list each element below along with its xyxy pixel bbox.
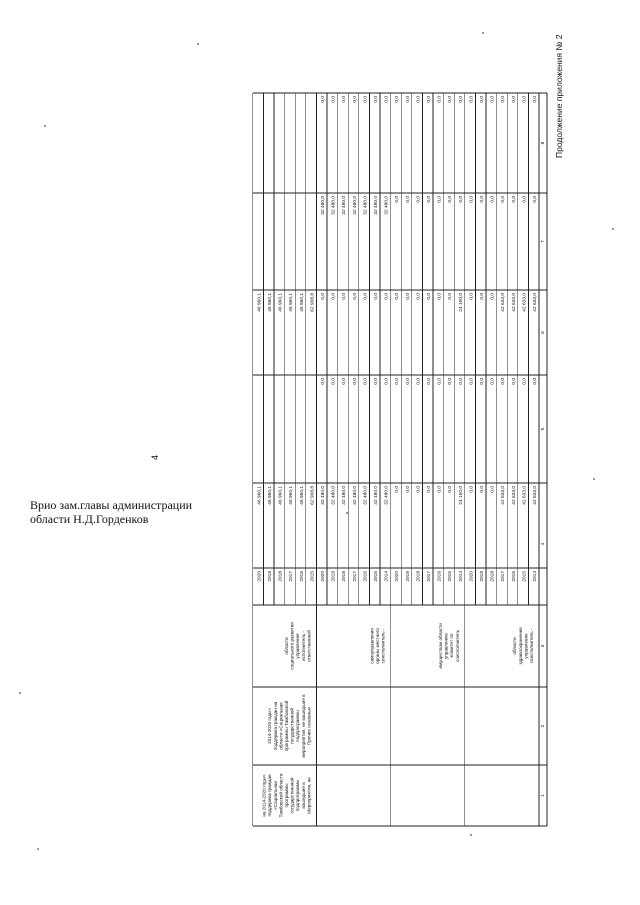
- total-cell: 0,0: [427, 486, 432, 493]
- label-col2: Прочие основные: [306, 707, 312, 745]
- regional-cell: 42 633,0: [522, 293, 528, 312]
- label-col1: вошедшие в: [300, 782, 306, 809]
- scan-speck: [482, 32, 484, 34]
- year-cell: 2016: [437, 571, 443, 582]
- label-col3: социального развития: [289, 622, 295, 670]
- local-cell: 0,0: [480, 196, 485, 203]
- label-col3: управлению: [443, 632, 449, 660]
- regional-cell: 46 960,1: [268, 293, 273, 312]
- regional-cell: 0,0: [321, 293, 326, 300]
- total-cell: 0,0: [405, 486, 411, 493]
- column-number: 8: [541, 141, 546, 145]
- other-cell: 0,0: [374, 96, 379, 103]
- label-col3: области: [512, 637, 518, 655]
- other-cell: 0,0: [511, 96, 517, 103]
- other-cell: 0,0: [437, 96, 443, 103]
- regional-cell: 0,0: [416, 293, 422, 300]
- year-cell: 2017: [427, 571, 432, 582]
- regional-cell: 0,0: [480, 293, 485, 300]
- year-cell: 2018: [416, 571, 422, 582]
- regional-cell: 0,0: [427, 293, 432, 300]
- total-cell: 46 960,1: [299, 486, 305, 505]
- federal-cell: 0,0: [342, 378, 348, 385]
- regional-cell: 46 960,1: [278, 293, 284, 312]
- year-cell: 2017: [289, 571, 295, 582]
- other-cell: 0,0: [342, 96, 348, 103]
- year-cell: 2016: [511, 571, 517, 582]
- local-cell: 0,0: [416, 196, 422, 203]
- local-cell: 32 480,0: [352, 196, 358, 215]
- total-cell: 0,0: [448, 486, 454, 493]
- local-cell: 0,0: [469, 196, 475, 203]
- regional-cell: 0,0: [448, 293, 454, 300]
- column-number: 1: [541, 794, 546, 797]
- year-cell: 2020: [321, 571, 326, 582]
- total-cell: 32 480,0: [384, 486, 390, 505]
- label-col3: соисполнитель -: [380, 628, 386, 664]
- local-cell: 0,0: [448, 196, 454, 203]
- local-cell: 0,0: [522, 196, 528, 203]
- scan-speck: [37, 848, 39, 850]
- year-cell: 2020: [257, 571, 263, 582]
- label-col2: подпрограммы: [295, 710, 301, 742]
- label-col3: управление: [295, 633, 301, 659]
- year-cell: 2018: [278, 571, 284, 582]
- total-cell: 32 480,0: [321, 486, 326, 505]
- federal-cell: 0,0: [511, 378, 517, 385]
- label-col3: исполнитель -: [300, 631, 306, 661]
- regional-cell: 0,0: [395, 293, 401, 300]
- total-cell: 46 960,1: [289, 486, 295, 505]
- year-cell: 2020: [469, 571, 475, 582]
- scan-speck: [346, 512, 348, 514]
- regional-cell: 0,0: [384, 293, 390, 300]
- total-cell: 0,0: [395, 486, 401, 493]
- column-number: 4: [541, 542, 546, 546]
- regional-cell: 0,0: [331, 293, 337, 300]
- continuation-label: Продолжение приложения № 2: [554, 34, 564, 158]
- total-cell: 24 150,0: [458, 486, 464, 505]
- other-cell: 0,0: [490, 96, 496, 103]
- year-cell: 2018: [342, 571, 348, 582]
- scan-speck: [470, 834, 472, 836]
- regional-cell: 24 150,0: [458, 293, 464, 312]
- federal-cell: 0,0: [384, 378, 390, 385]
- label-col3: ответственный: [306, 630, 312, 662]
- year-cell: 2014: [458, 571, 464, 582]
- label-col3: имуществом области: [438, 623, 443, 669]
- local-cell: 32 480,0: [331, 196, 337, 215]
- total-cell: 62 908,8: [310, 486, 316, 505]
- label-col3: здравоохранения: [517, 627, 523, 665]
- scan-speck: [19, 692, 21, 694]
- other-cell: 0,0: [384, 96, 390, 103]
- federal-cell: 0,0: [501, 378, 507, 385]
- label-col2: программы Тамбовской: [284, 700, 289, 752]
- federal-cell: 0,0: [321, 378, 326, 385]
- other-cell: 0,0: [522, 96, 528, 103]
- total-cell: 32 480,0: [374, 486, 379, 505]
- year-cell: 2015: [310, 571, 316, 582]
- year-cell: 2017: [352, 571, 358, 582]
- local-cell: 32 480,0: [374, 196, 379, 215]
- signature-line-2: области Н.Д.Горденков: [30, 512, 149, 526]
- total-cell: 32 480,0: [342, 486, 348, 505]
- federal-cell: 0,0: [448, 378, 454, 385]
- total-cell: 42 633,0: [522, 486, 528, 505]
- total-cell: 0,0: [490, 486, 496, 493]
- regional-cell: 46 960,1: [299, 293, 305, 312]
- regional-cell: 0,0: [374, 293, 379, 300]
- label-col1: подпрограммы: [295, 779, 301, 812]
- federal-cell: 0,0: [352, 378, 358, 385]
- year-cell: 2019: [331, 571, 337, 582]
- federal-cell: 0,0: [458, 378, 464, 385]
- local-cell: 0,0: [490, 196, 496, 203]
- federal-cell: 0,0: [427, 378, 432, 385]
- regional-cell: 42 633,0: [533, 293, 538, 312]
- federal-cell: 0,0: [437, 378, 443, 385]
- year-cell: 2017: [501, 571, 507, 582]
- label-col3: самоуправления: [369, 628, 375, 664]
- regional-cell: 42 633,0: [511, 293, 517, 312]
- total-cell: 46 960,1: [278, 486, 284, 505]
- federal-cell: 0,0: [363, 378, 369, 385]
- column-number: 7: [541, 240, 546, 243]
- total-cell: 42 633,0: [533, 486, 538, 505]
- regional-cell: 0,0: [352, 293, 358, 300]
- year-cell: 2019: [405, 571, 411, 582]
- local-cell: 32 480,0: [363, 196, 369, 215]
- regional-cell: 0,0: [469, 293, 475, 300]
- label-col3: соисполнитель -: [529, 628, 534, 664]
- total-cell: 42 633,0: [511, 486, 517, 505]
- total-cell: 0,0: [416, 486, 422, 493]
- page-number: 4: [150, 454, 160, 460]
- local-cell: 0,0: [437, 196, 443, 203]
- total-cell: 0,0: [469, 486, 475, 493]
- local-cell: 32 480,0: [384, 196, 390, 215]
- label-col2: 2014-2020 годы»: [267, 708, 273, 744]
- federal-cell: 0,0: [395, 378, 401, 385]
- total-cell: 0,0: [437, 486, 443, 493]
- other-cell: 0,0: [458, 96, 464, 103]
- signature-line-1: Врио зам.главы администрации: [30, 498, 193, 512]
- label-col2: государственной: [289, 708, 295, 744]
- federal-cell: 0,0: [480, 378, 485, 385]
- local-cell: 0,0: [511, 196, 517, 203]
- other-cell: 0,0: [363, 96, 369, 103]
- label-col2: области «Социальная: [278, 702, 284, 750]
- other-cell: 0,0: [469, 96, 475, 103]
- local-cell: 32 480,0: [321, 196, 326, 215]
- label-col1: Тамбовской области: [278, 773, 284, 818]
- column-number: 2: [541, 724, 546, 728]
- total-cell: 32 480,0: [352, 486, 358, 505]
- label-col2: поддержка граждан на: [272, 701, 278, 751]
- other-cell: 0,0: [395, 96, 401, 103]
- other-cell: 0,0: [480, 96, 485, 103]
- total-cell: 42 633,0: [501, 486, 507, 505]
- regional-cell: 46 960,1: [289, 293, 295, 312]
- other-cell: 0,0: [331, 96, 337, 103]
- year-cell: 2019: [268, 571, 273, 582]
- other-cell: 0,0: [533, 96, 538, 103]
- local-cell: 0,0: [395, 196, 401, 203]
- local-cell: 32 480,0: [342, 196, 348, 215]
- label-col1: «Социальная: [272, 781, 278, 810]
- label-col1: поддержка граждан: [267, 774, 273, 817]
- label-col1: государственной: [289, 777, 295, 814]
- federal-cell: 0,0: [490, 378, 496, 385]
- label-col1: Мероприятия, не: [306, 777, 312, 814]
- regional-cell: 62 908,8: [310, 293, 316, 312]
- total-cell: 32 480,0: [331, 486, 337, 505]
- total-cell: 32 480,0: [363, 486, 369, 505]
- year-cell: 2015: [448, 571, 454, 582]
- total-cell: 46 960,1: [268, 486, 273, 505]
- federal-cell: 0,0: [416, 378, 422, 385]
- local-cell: 0,0: [501, 196, 507, 203]
- federal-cell: 0,0: [522, 378, 528, 385]
- other-cell: 0,0: [416, 96, 422, 103]
- label-col3: -комитет по: [449, 633, 455, 659]
- year-cell: 2016: [363, 571, 369, 582]
- year-cell: 2019: [480, 571, 485, 582]
- other-cell: 0,0: [427, 96, 432, 103]
- label-col3: области: [284, 637, 289, 655]
- total-cell: 46 960,1: [257, 486, 263, 505]
- regional-cell: 0,0: [437, 293, 443, 300]
- year-cell: 2020: [395, 571, 401, 582]
- scan-speck: [612, 228, 614, 230]
- label-col3: управление: [523, 633, 529, 659]
- federal-cell: 0,0: [469, 378, 475, 385]
- year-cell: 2014: [533, 571, 538, 582]
- local-cell: 0,0: [458, 196, 464, 203]
- local-cell: 0,0: [427, 196, 432, 203]
- scan-speck: [44, 125, 46, 127]
- other-cell: 0,0: [501, 96, 507, 103]
- regional-cell: 0,0: [342, 293, 348, 300]
- year-cell: 2016: [299, 571, 305, 582]
- federal-cell: 0,0: [331, 378, 337, 385]
- year-cell: 2015: [374, 571, 379, 582]
- local-cell: 0,0: [405, 196, 411, 203]
- regional-cell: 46 960,1: [257, 293, 263, 312]
- total-cell: 0,0: [480, 486, 485, 493]
- local-cell: 0,0: [533, 196, 538, 203]
- signature-block: [30, 498, 192, 526]
- label-col2: мероприятия, не вошедшие в: [300, 694, 306, 758]
- other-cell: 0,0: [321, 96, 326, 103]
- federal-cell: 0,0: [374, 378, 379, 385]
- label-col3: соисполнитель: [454, 629, 460, 663]
- federal-cell: 0,0: [533, 378, 538, 385]
- other-cell: 0,0: [352, 96, 358, 103]
- year-cell: 2014: [384, 571, 390, 582]
- scan-speck: [197, 43, 199, 45]
- federal-cell: 0,0: [405, 378, 411, 385]
- regional-cell: 42 633,0: [501, 293, 507, 312]
- label-col3: органы местного: [375, 628, 380, 664]
- column-number: 5: [541, 427, 546, 431]
- other-cell: 0,0: [448, 96, 454, 103]
- year-cell: 2015: [522, 571, 528, 582]
- label-col1: программы: [284, 783, 289, 808]
- label-col1: на 2014-2020 годы»: [261, 774, 267, 817]
- regional-cell: 0,0: [363, 293, 369, 300]
- scan-speck: [593, 478, 595, 480]
- other-cell: 0,0: [405, 96, 411, 103]
- column-number: 3: [541, 644, 546, 648]
- regional-cell: 0,0: [405, 293, 411, 300]
- column-number: 6: [541, 331, 546, 334]
- regional-cell: 0,0: [490, 293, 496, 300]
- year-cell: 2018: [490, 571, 496, 582]
